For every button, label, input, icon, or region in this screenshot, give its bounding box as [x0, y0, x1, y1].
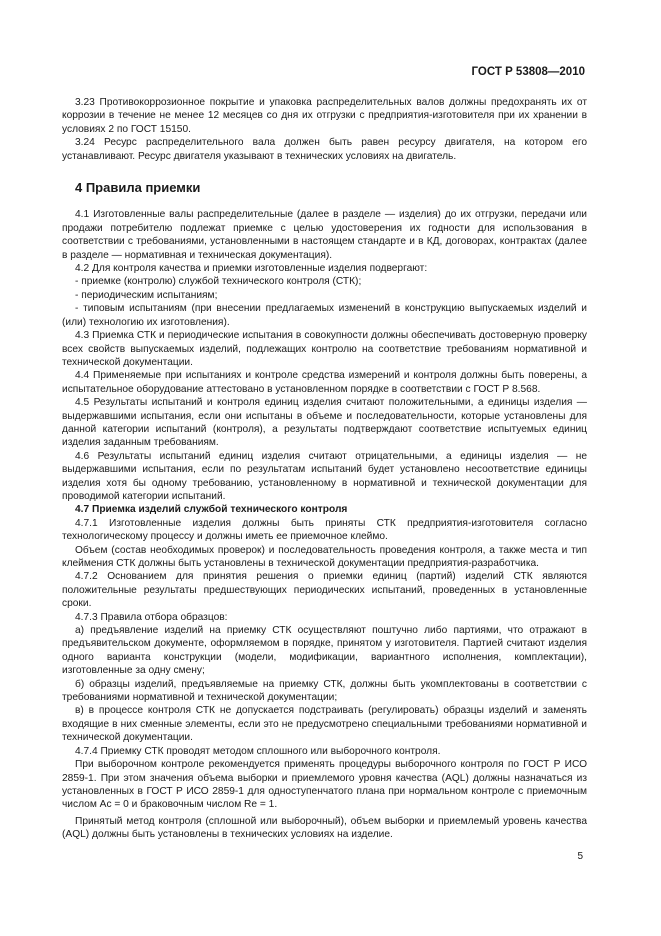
document-header: ГОСТ Р 53808—2010 — [471, 66, 585, 78]
paragraph: 4.7.4 Приемку СТК проводят методом сплошного или выборочного контроля. — [75, 745, 441, 757]
paragraph: 4.7.2 Основанием для принятия решения о приемки единиц (партий) изделий СТК являются положительные результаты предшествующих периодических испытаний, проведенных в установленные сроки. — [62, 571, 587, 610]
page-number: 5 — [577, 851, 583, 862]
paragraph: 4.7.3 Правила отбора образцов: — [75, 611, 228, 623]
paragraph: 4.5 Результаты испытаний и контроля единиц изделия считают положительными, а единицы изделия — выдержавшими испытания, если они испытаны в объеме и последовательности, которые установлены для данной категории испытаний (контроля), а результаты подтверждают соответствие испытуемых единиц изделия заданным требованиям. — [62, 397, 587, 449]
document-body — [62, 96, 587, 842]
paragraph: 4.3 Приемка СТК и периодические испытания в совокупности должны обеспечивать достоверную проверку всех свойств выпускаемых изделий, подлежащих контролю на соответствие требованиям нормативной и технической документации. — [62, 330, 587, 368]
paragraph: б) образцы изделий, предъявляемые на приемку СТК, должны быть укомплектованы в соответствии с требованиями нормативной и технической документации; — [62, 678, 587, 704]
paragraph: При выборочном контроле рекомендуется применять процедуры выборочного контроля по ГОСТ Р ИСО 2859-1. При этом значения объема выборки и приемлемого уровня качества (AQL) должны назначаться из установленных в ГОСТ Р ИСО 2859-1 для одноступенчатого плана при нормальном контроле с приемочным числом Ac = 0 и браковочным числом Re = 1. — [62, 759, 587, 811]
paragraph: в) в процессе контроля СТК не допускается подстраивать (регулировать) образцы изделий и заменять входящие в них сменные элементы, если это не предусмотрено специальными требованиями нормативной и технической документации. — [62, 705, 587, 744]
paragraph: 3.23 Противокоррозионное покрытие и упаковка распределительных валов должны предохранять их от коррозии в течение не менее 12 месяцев со дня их отгрузки с предприятия-изготовителя при их хранении в условиях 2 по ГОСТ 15150. — [62, 97, 587, 135]
paragraph: Объем (состав необходимых проверок) и последовательность проведения контроля, а также места и тип клеймения СТК должны быть установлены в технической документации предприятия-разработчика. — [62, 544, 587, 569]
section-title: 4 Правила приемки — [75, 180, 201, 196]
paragraph: 4.4 Применяемые при испытаниях и контроле средства измерений и контроля должны быть поверены, а испытательное оборудование аттестовано в установленном порядке в соответствии с ГОСТ Р 8.568. — [62, 370, 587, 395]
paragraph: 4.2 Для контроля качества и приемки изготовленные изделия подвергают: — [75, 263, 428, 275]
paragraph: - периодическим испытаниям; — [75, 289, 218, 301]
paragraph: 4.6 Результаты испытаний единиц изделия считают отрицательными, а единицы изделия — не выдержавшими испытания, если по результатам испытаний будет установлено несоответствие единицы изделия хотя бы одному требованию, установленному в нормативной и технической документации для проводимой категории испытаний. — [62, 450, 587, 502]
paragraph: Принятый метод контроля (сплошной или выборочный), объем выборки и приемлемый уровень качества (AQL) должны быть установлены в технических условиях на изделие. — [62, 815, 587, 841]
paragraph: - приемке (контролю) службой технического контроля (СТК); — [75, 276, 362, 288]
subsection-heading: 4.7 Приемка изделий службой технического контроля — [75, 504, 348, 516]
paragraph: 4.7.1 Изготовленные изделия должны быть приняты СТК предприятия-изготовителя согласно технологическому процессу и должны иметь ее приемочное клеймо. — [62, 517, 587, 543]
paragraph: 4.1 Изготовленные валы распределительные (далее в разделе — изделия) до их отгрузки, передачи или продажи потребителю подлежат приемке с целью удостоверения их годности для использования в соответствии с требованиями, установленными в настоящем стандарте и в КД, договорах, контрактах (далее в разделе — нормативная и техническая документация). — [62, 209, 587, 261]
paragraph: - типовым испытаниям (при внесении предлагаемых изменений в конструкцию выпускаемых изделий и (или) технологию их изготовления). — [62, 303, 587, 328]
paragraph: 3.24 Ресурс распределительного вала должен быть равен ресурсу двигателя, на котором его устанавливают. Ресурс двигателя указывают в технических условиях на двигатель. — [62, 137, 587, 162]
paragraph: а) предъявление изделий на приемку СТК осуществляют поштучно либо партиями, что отражают в предъявительском документе, оформляемом в порядке, принятом у изготовителя. Партией считают изделия одного варианта конструкции (модели, модификации, вариантного исполнения, комплектации), изготовленные за одну смену; — [62, 625, 587, 677]
